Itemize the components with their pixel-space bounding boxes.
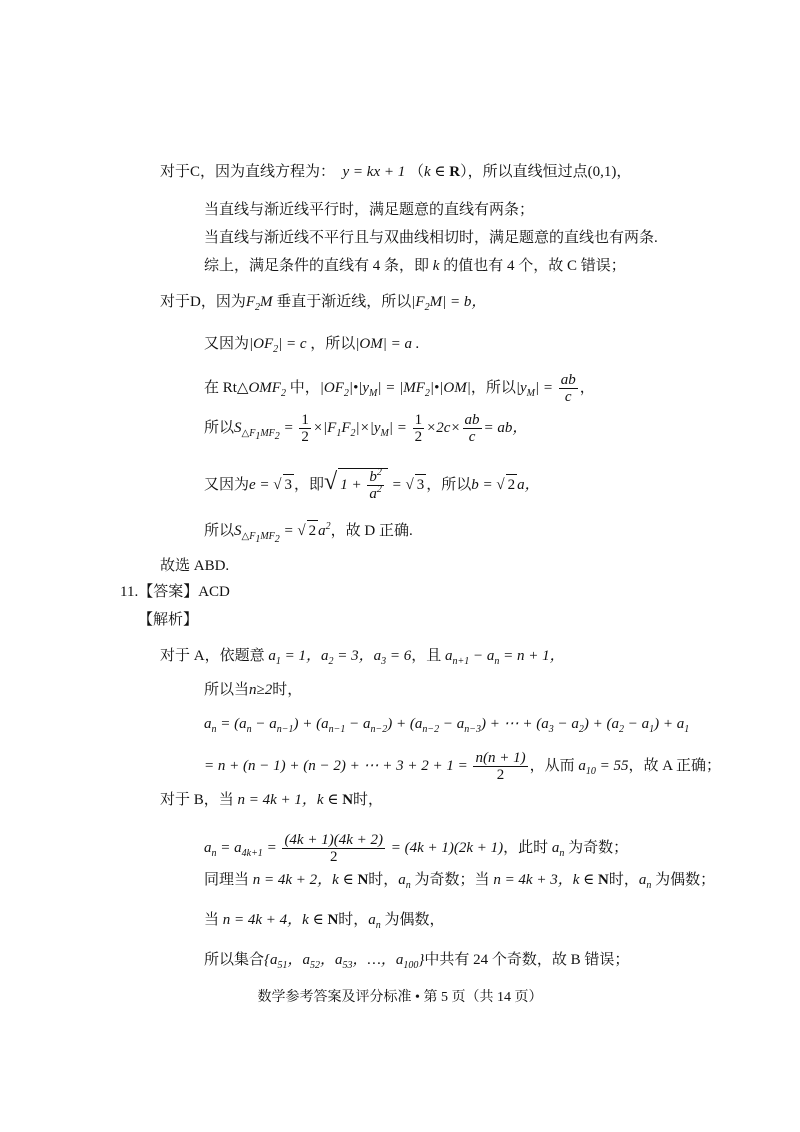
formula: √ <box>324 468 338 495</box>
text: 时， <box>608 872 639 888</box>
text: 综上，满足条件的直线有 4 条，即 <box>204 258 430 274</box>
text: ，从而 <box>529 757 575 774</box>
text: 对于 A，依题意 <box>160 648 265 664</box>
text: （ <box>408 164 424 180</box>
line-a2 <box>204 680 302 700</box>
text: 对于D，因为 <box>160 294 246 310</box>
formula: e = <box>249 476 274 493</box>
fraction: $\frac{1}{2}$ <box>301 412 309 445</box>
text: 垂直于渐近线，所以 <box>276 294 412 310</box>
text: 中共有 24 个奇数，故 B 错误； <box>424 952 630 968</box>
text: 在 Rt△ <box>204 379 249 396</box>
formula: $a_n$ <box>548 839 565 859</box>
text: 又因为 <box>204 476 250 493</box>
text: 时， <box>272 682 303 698</box>
line-b3 <box>204 870 715 890</box>
formula: b = √ 2 a， <box>471 477 539 493</box>
text: ，故 D 正确. <box>330 523 413 539</box>
fraction: $\frac{1}{2}$ <box>414 412 423 445</box>
formula: (0,1)， <box>587 164 632 180</box>
text: 时， <box>353 792 384 808</box>
line-d4 <box>204 412 527 445</box>
fraction: $\frac{ab}{c}$ <box>560 372 576 405</box>
formula: n = 4k + 3，k ∈ N <box>489 872 609 888</box>
line-d5 <box>204 468 540 502</box>
text: ，所以 <box>310 336 356 352</box>
text: 为偶数； <box>655 872 716 888</box>
line-b5 <box>204 950 629 970</box>
formula: $S_{\triangle F_1MF_2}$ = √ 2 $a^2$ <box>234 521 331 545</box>
line-d3 <box>204 372 595 405</box>
text: 时， <box>368 872 399 888</box>
text: ，此时 <box>503 839 549 856</box>
line-b1 <box>160 790 383 810</box>
formula: k ∈ R <box>424 164 461 180</box>
analysis-heading: 【解析】 <box>138 612 199 628</box>
line-c1 <box>160 162 631 182</box>
line-c2: 当直线与渐近线平行时，满足题意的直线有两条； <box>204 202 535 218</box>
formula: $a_n$ <box>368 912 381 931</box>
text: 时， <box>338 912 369 928</box>
formula: = ab， <box>483 419 528 436</box>
formula: n = 4k + 1，k ∈ N <box>233 792 354 808</box>
text: ，所以 <box>470 379 516 396</box>
line-c4 <box>204 256 626 276</box>
formula: $a_{n+1} - a_n = n + 1$， <box>441 648 565 667</box>
text: 的值也有 4 个，故 C 错误； <box>443 258 626 274</box>
formula: n = 4k + 4，k ∈ N <box>219 912 339 928</box>
page-footer: 数学参考答案及评分标准 • 第 5 页（共 14 页） <box>257 990 543 1005</box>
formula: = n + (n − 1) + (n − 2) + ⋯ + 3 + 2 + 1 = <box>204 757 472 774</box>
text: 为偶数， <box>384 912 445 928</box>
formula: $a_n = a_{4k+1}$ = <box>204 839 281 859</box>
text: 所以当 <box>204 682 250 698</box>
formula: n≥2 <box>249 682 273 698</box>
formula: $a_n$ <box>638 872 652 891</box>
formula: $OMF_2$ <box>248 379 286 399</box>
text: 对于 B，当 <box>160 792 234 808</box>
text: ， <box>579 379 595 396</box>
text: 所以 <box>204 419 235 436</box>
line-d7: 故选 ABD. <box>160 558 230 574</box>
text: 为奇数；当 <box>414 872 490 888</box>
fraction: $\frac{n(n + 1)}{2}$ <box>475 750 526 783</box>
formula: n = 4k + 2，k ∈ N <box>249 872 369 888</box>
fraction: $\frac{ab}{c}$ <box>464 412 480 445</box>
formula: √ <box>273 476 282 493</box>
text: 对于C，因为直线方程为： <box>160 164 336 180</box>
formula: $S_{\triangle F_1MF_2}$ = <box>234 419 298 442</box>
line-a3-formula: $a_n = (a_n - a_{n-1}) + (a_{n-1} - a_{n-2}) + (a_{n-2} - a_{n-3})$ + ⋯ + $(a_3 - a_2) + (a_2 - a_1) + a_1$ <box>204 716 690 735</box>
formula: |OM| = a . <box>355 336 420 352</box>
formula: $a_1 = 1$，$a_2 = 3$，$a_3 = 6$ <box>264 648 412 667</box>
fraction: $\frac{(4k + 1)(4k + 2)}{2}$ <box>284 832 383 865</box>
text: ，故 A 正确； <box>628 757 721 774</box>
formula: 1 + $\frac{b^2}{a^2}$ <box>338 468 388 502</box>
line-b2 <box>204 832 628 865</box>
formula: $a_{10} = 55$ <box>574 757 629 777</box>
text: 为奇数； <box>568 839 629 856</box>
text: ，且 <box>411 648 442 664</box>
text: 所以 <box>204 523 235 539</box>
question-11-answer: 11.【答案】ACD <box>120 584 230 600</box>
line-d1 <box>160 292 486 312</box>
formula: k <box>429 258 444 274</box>
text: 所以集合 <box>204 952 265 968</box>
formula: $|OF_2| = c$ <box>249 336 311 355</box>
text: ，即 <box>294 476 325 493</box>
text: 中， <box>289 379 320 396</box>
formula: = √ 3 <box>388 477 426 493</box>
line-b4 <box>204 910 445 930</box>
text: 同理当 <box>204 872 250 888</box>
formula: $F_2M$ <box>245 294 277 313</box>
text: ），所以直线恒过点 <box>460 164 588 180</box>
line-d2 <box>204 334 420 354</box>
formula: ×2c× <box>426 419 461 436</box>
line-a4 <box>204 750 721 783</box>
formula: $\times|F_1F_2|\times|y_M|$ = <box>312 419 411 439</box>
formula: $|y_M|$ = <box>515 379 557 399</box>
formula: $|F_2M| = b$， <box>411 294 487 313</box>
text: 当 <box>204 912 220 928</box>
formula: y = kx + 1 <box>338 164 409 180</box>
line-c3: 当直线与渐近线不平行且与双曲线相切时，满足题意的直线也有两条. <box>204 230 658 246</box>
formula: 3 <box>283 474 295 495</box>
line-d6 <box>204 520 413 545</box>
text: ，所以 <box>426 476 472 493</box>
text: 又因为 <box>204 336 250 352</box>
line-a1 <box>160 646 565 666</box>
formula: $|OF_2|•|y_M|$ = $|MF_2|•|OM|$ <box>319 379 471 399</box>
formula: = (4k + 1)(2k + 1) <box>386 839 504 856</box>
formula: {$a_{51}$，$a_{52}$，$a_{53}$，…，$a_{100}$} <box>264 952 425 971</box>
formula: $a_n$ <box>398 872 411 891</box>
